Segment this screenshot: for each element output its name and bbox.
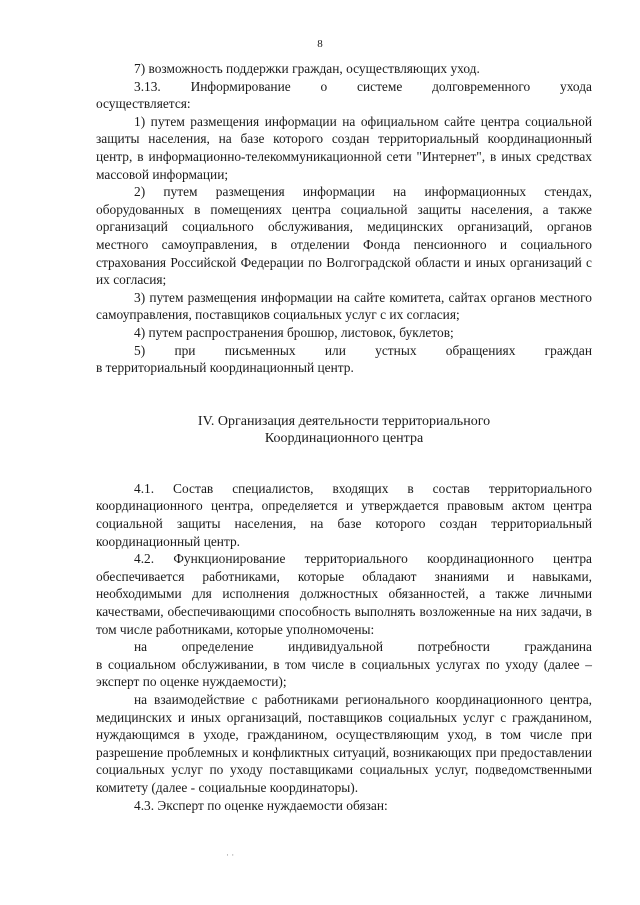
list-item: 1) путем размещения информации на официальном сайте центра социальной защиты населения, на базе которого создан территориальный координационный центр, в информационно-телекоммуникационной сети "Интернет", в иных средствах массовой информации;	[96, 113, 592, 182]
paragraph: на взаимодействие с работниками регионального координационного центра, медицинских и иных организаций, поставщиков социальных услуг с гражданином, нуждающимся в уходе, гражданином, осуществляющим уход, в том числе при разрешение проблемных и конфликтных ситуаций, возникающих при предоставлении социальных услуг по уходу поставщиками социальных услуг, подведомственными комитету (далее - социальные координаторы).	[96, 692, 592, 795]
document-body	[96, 60, 592, 814]
list-item: 5) при письменных или устных обращениях граждан	[134, 342, 592, 358]
list-item: 3) путем размещения информации на сайте комитета, сайтах органов местного самоуправления, поставщиков социальных услуг с их согласия;	[96, 289, 592, 323]
list-item-continuation: в территориальный координационный центр.	[96, 360, 354, 376]
paragraph: 4.1. Состав специалистов, входящих в состав территориального координационного центра, определяется и утверждается правовым актом центра социальной защиты населения, на базе которого создан территориальный координационный центр.	[96, 480, 592, 549]
paragraph: в социальном обслуживании, в том числе в социальных услугах по уходу (далее – эксперт по оценке нуждаемости);	[96, 656, 592, 690]
paragraph: 4.3. Эксперт по оценке нуждаемости обязан:	[134, 797, 388, 813]
bottom-section	[96, 480, 592, 814]
paragraph: 7) возможность поддержки граждан, осуществляющих уход.	[134, 61, 480, 76]
heading-line: IV. Организация деятельности территориального	[197, 413, 491, 429]
list-item: 2) путем размещения информации на информационных стендах, оборудованных в помещениях центра социальной защиты населения, а также организаций социального обслуживания, медицинских организаций, органов местного самоуправления, в отделении Фонда пенсионного и социального страхования Российской Федерации по Волгоградской области и иных организаций с их согласия;	[96, 184, 592, 288]
heading-line: Координационного центра	[264, 431, 424, 447]
paragraph: на определение индивидуальной потребности гражданина	[134, 639, 592, 655]
paragraph: 4.2. Функционирование территориального координационного центра обеспечивается работниками, которые обладают знаниями и навыками, необходимыми для исполнения должностных обязанностей, а также личными качествами, обеспечивающими способность выполнять возложенные на них задачи, в том числе работниками, которые уполномочены:	[96, 551, 592, 637]
section-heading	[96, 413, 592, 448]
paragraph: 3.13. Информирование о системе долговременного ухода	[134, 78, 592, 94]
paragraph: осуществляется:	[96, 96, 191, 112]
list-item: 4) путем распространения брошюр, листовок, буклетов;	[134, 324, 454, 340]
page-number: 8	[317, 38, 323, 50]
scan-speck: · ·	[226, 850, 235, 860]
top-section	[96, 60, 592, 377]
